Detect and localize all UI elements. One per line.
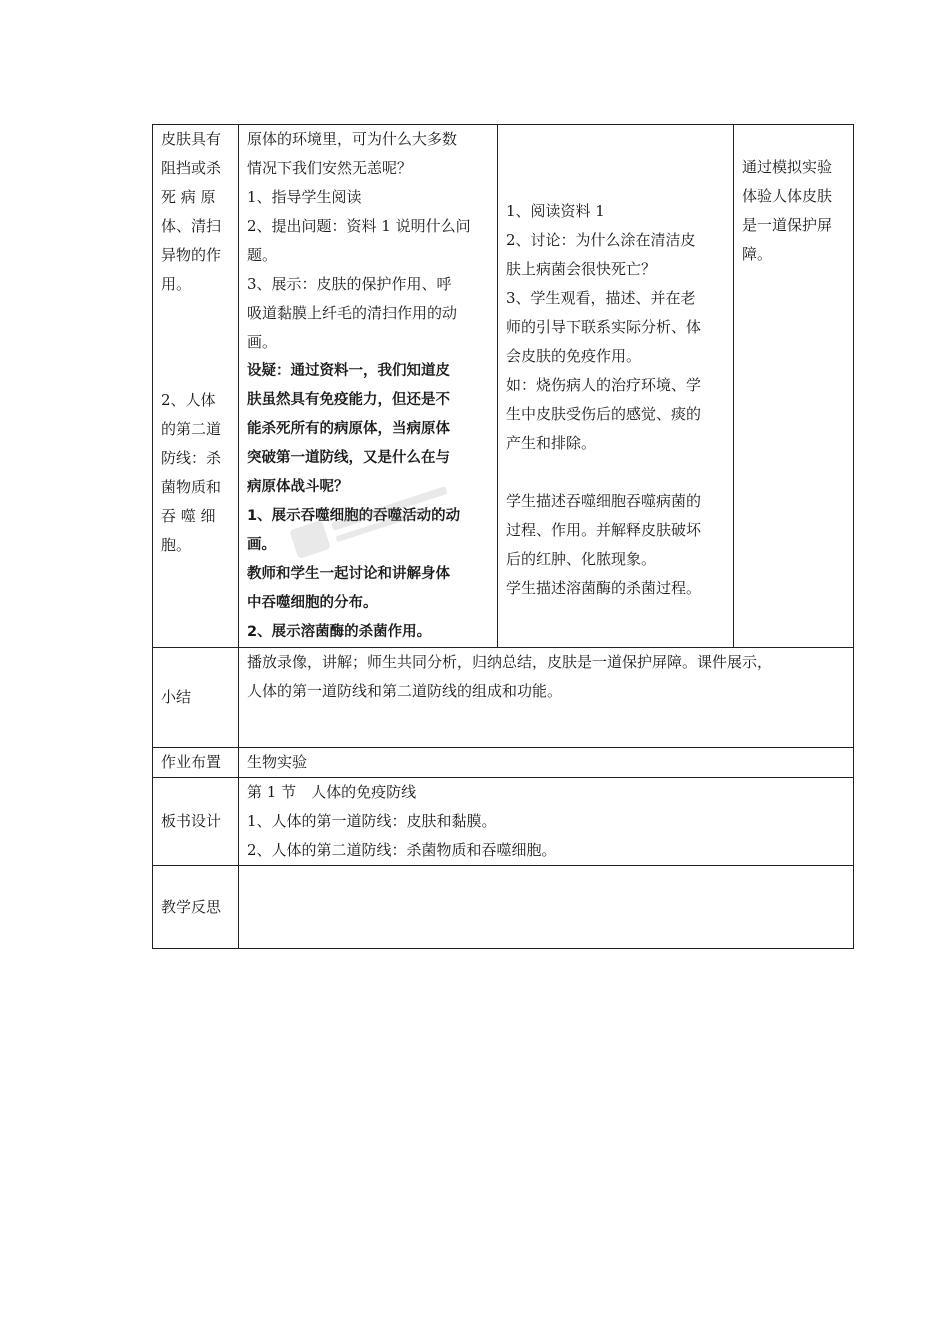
student-line: 1、阅读资料 1 <box>506 202 605 220</box>
summary-label: 小结 <box>153 648 239 748</box>
teacher-line: 3、展示：皮肤的保护作用、呼 <box>247 275 452 293</box>
student-line: 学生描述吞噬细胞吞噬病菌的 <box>506 492 702 510</box>
homework-label: 作业布置 <box>153 748 239 778</box>
teacher-bold-line: 画。 <box>247 537 276 553</box>
topic-line: 死 病 原 <box>161 188 216 206</box>
intent-line: 障。 <box>742 245 773 263</box>
teacher-line: 画。 <box>247 333 278 351</box>
topic-line: 的第二道 <box>161 420 222 438</box>
student-line: 后的红肿、化脓现象。 <box>506 550 657 568</box>
topic-line: 2、人体 <box>161 391 216 409</box>
intent-line: 通过模拟实验 <box>742 158 833 176</box>
teacher-bold-line: 中吞噬细胞的分布。 <box>247 595 378 611</box>
topic-line: 吞 噬 细 <box>161 507 216 525</box>
teacher-bold-line: 突破第一道防线，又是什么在与 <box>247 450 450 466</box>
topic-line: 用。 <box>161 275 192 293</box>
teacher-bold-line: 2、展示溶菌酶的杀菌作用。 <box>247 624 432 640</box>
student-activity-cell <box>498 125 734 648</box>
reflection-label: 教学反思 <box>153 866 239 949</box>
teacher-line: 2、提出问题：资料 1 说明什么问 <box>247 217 471 235</box>
summary-content <box>239 648 854 748</box>
student-line: 2、讨论：为什么涂在清洁皮 <box>506 231 696 249</box>
board-line: 第 1 节 人体的免疫防线 <box>247 783 417 801</box>
board-design-row <box>153 778 854 866</box>
student-line: 产生和排除。 <box>506 434 597 452</box>
teacher-line: 吸道黏膜上纤毛的清扫作用的动 <box>247 304 458 322</box>
summary-line: 播放录像，讲解；师生共同分析，归纳总结，皮肤是一道保护屏障。课件展示， <box>247 653 773 671</box>
board-line: 1、人体的第一道防线：皮肤和黏膜。 <box>247 812 497 830</box>
homework-content: 生物实验 <box>239 748 854 778</box>
topic-line: 异物的作 <box>161 246 222 264</box>
summary-row <box>153 648 854 748</box>
topic-line: 菌物质和 <box>161 478 222 496</box>
topic-cell <box>153 125 239 648</box>
topic-line: 阻挡或杀 <box>161 159 222 177</box>
main-teaching-row <box>153 125 854 648</box>
teacher-bold-line: 肤虽然具有免疫能力，但还是不 <box>247 392 450 408</box>
student-line: 生中皮肤受伤后的感觉、痰的 <box>506 405 702 423</box>
board-design-label: 板书设计 <box>153 778 239 866</box>
board-design-content <box>239 778 854 866</box>
intent-line: 体验人体皮肤 <box>742 187 833 205</box>
teacher-bold-line: 教师和学生一起讨论和讲解身体 <box>247 566 450 582</box>
topic-line: 体、清扫 <box>161 217 222 235</box>
design-intent-cell <box>734 125 854 648</box>
reflection-content <box>239 866 854 949</box>
lesson-plan-table <box>152 124 854 949</box>
summary-line: 人体的第一道防线和第二道防线的组成和功能。 <box>247 682 563 700</box>
student-line: 学生描述溶菌酶的杀菌过程。 <box>506 579 702 597</box>
teacher-line: 1、指导学生阅读 <box>247 188 362 206</box>
student-line: 师的引导下联系实际分析、体 <box>506 318 702 336</box>
student-line: 如：烧伤病人的治疗环境、学 <box>506 376 702 394</box>
board-line: 2、人体的第二道防线：杀菌物质和吞噬细胞。 <box>247 841 557 859</box>
homework-row <box>153 748 854 778</box>
teacher-bold-line: 1、展示吞噬细胞的吞噬活动的动 <box>247 508 461 524</box>
teacher-line: 情况下我们安然无恙呢？ <box>247 159 413 177</box>
student-line: 过程、作用。并解释皮肤破坏 <box>506 521 702 539</box>
reflection-row <box>153 866 854 949</box>
teacher-bold-line: 能杀死所有的病原体，当病原体 <box>247 421 450 437</box>
student-line: 3、学生观看，描述、并在老 <box>506 289 696 307</box>
teacher-bold-line: 病原体战斗呢？ <box>247 479 349 495</box>
teacher-bold-line: 设疑：通过资料一，我们知道皮 <box>247 363 450 379</box>
topic-line: 皮肤具有 <box>161 130 222 148</box>
intent-line: 是一道保护屏 <box>742 216 833 234</box>
teacher-bold-block <box>247 357 491 647</box>
teacher-line: 原体的环境里，可为什么大多数 <box>247 130 458 148</box>
teacher-line: 题。 <box>247 246 278 264</box>
student-line: 肤上病菌会很快死亡？ <box>506 260 657 278</box>
topic-line: 防线：杀 <box>161 449 222 467</box>
topic-line: 胞。 <box>161 536 192 554</box>
student-line: 会皮肤的免疫作用。 <box>506 347 642 365</box>
teacher-activity-cell <box>239 125 498 648</box>
